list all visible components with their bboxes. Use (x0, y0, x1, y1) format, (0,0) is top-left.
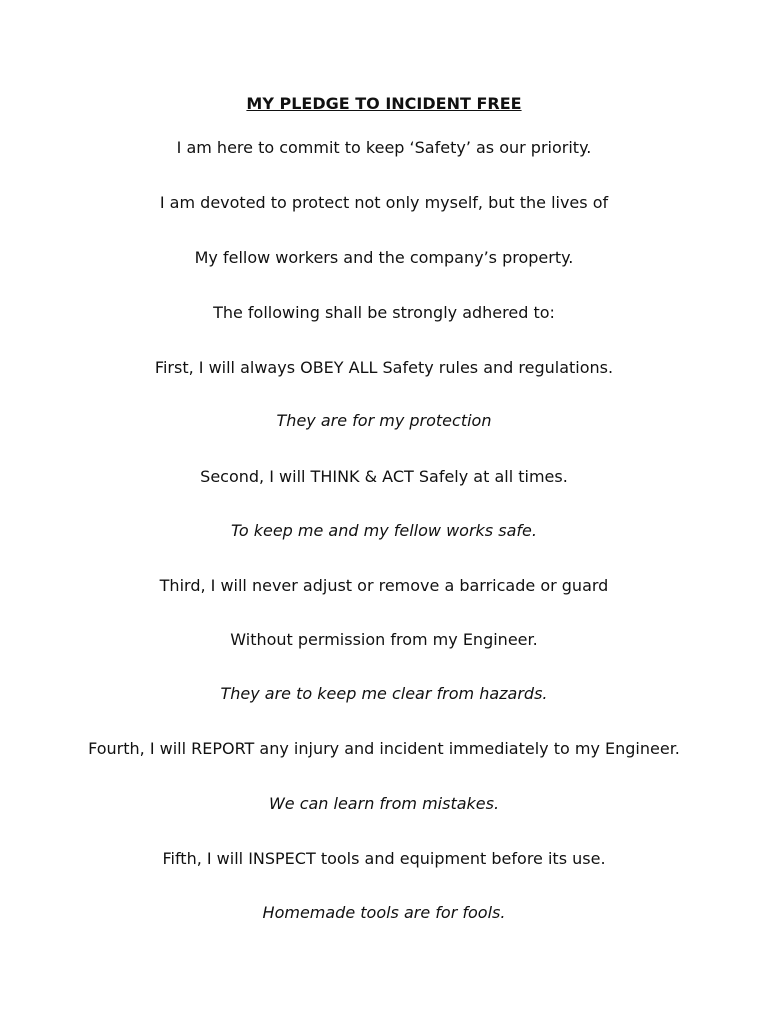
pledge-line-coworkers: My fellow workers and the company’s property. (194, 248, 574, 267)
pledge-rule-third: Third, I will never adjust or remove a barricade or guard (159, 576, 609, 595)
pledge-rule-fifth: Fifth, I will INSPECT tools and equipment before its use. (162, 849, 606, 868)
pledge-rule-second: Second, I will THINK & ACT Safely at all times. (200, 467, 568, 486)
pledge-note-fifth: Homemade tools are for fools. (262, 903, 506, 922)
pledge-rule-fourth: Fourth, I will REPORT any injury and incident immediately to my Engineer. (88, 739, 680, 758)
pledge-line-devotion: I am devoted to protect not only myself, but the lives of (159, 193, 609, 212)
pledge-line-commitment: I am here to commit to keep ‘Safety’ as our priority. (176, 138, 592, 157)
pledge-note-first: They are for my protection (276, 411, 492, 430)
pledge-rule-first: First, I will always OBEY ALL Safety rules and regulations. (154, 358, 614, 377)
pledge-note-third: They are to keep me clear from hazards. (220, 684, 548, 703)
pledge-line-adherence: The following shall be strongly adhered to: (213, 303, 555, 322)
document-title: MY PLEDGE TO INCIDENT FREE (246, 94, 522, 113)
pledge-note-second: To keep me and my fellow works safe. (231, 521, 537, 540)
pledge-rule-third-continued: Without permission from my Engineer. (230, 630, 538, 649)
pledge-note-fourth: We can learn from mistakes. (268, 794, 500, 813)
